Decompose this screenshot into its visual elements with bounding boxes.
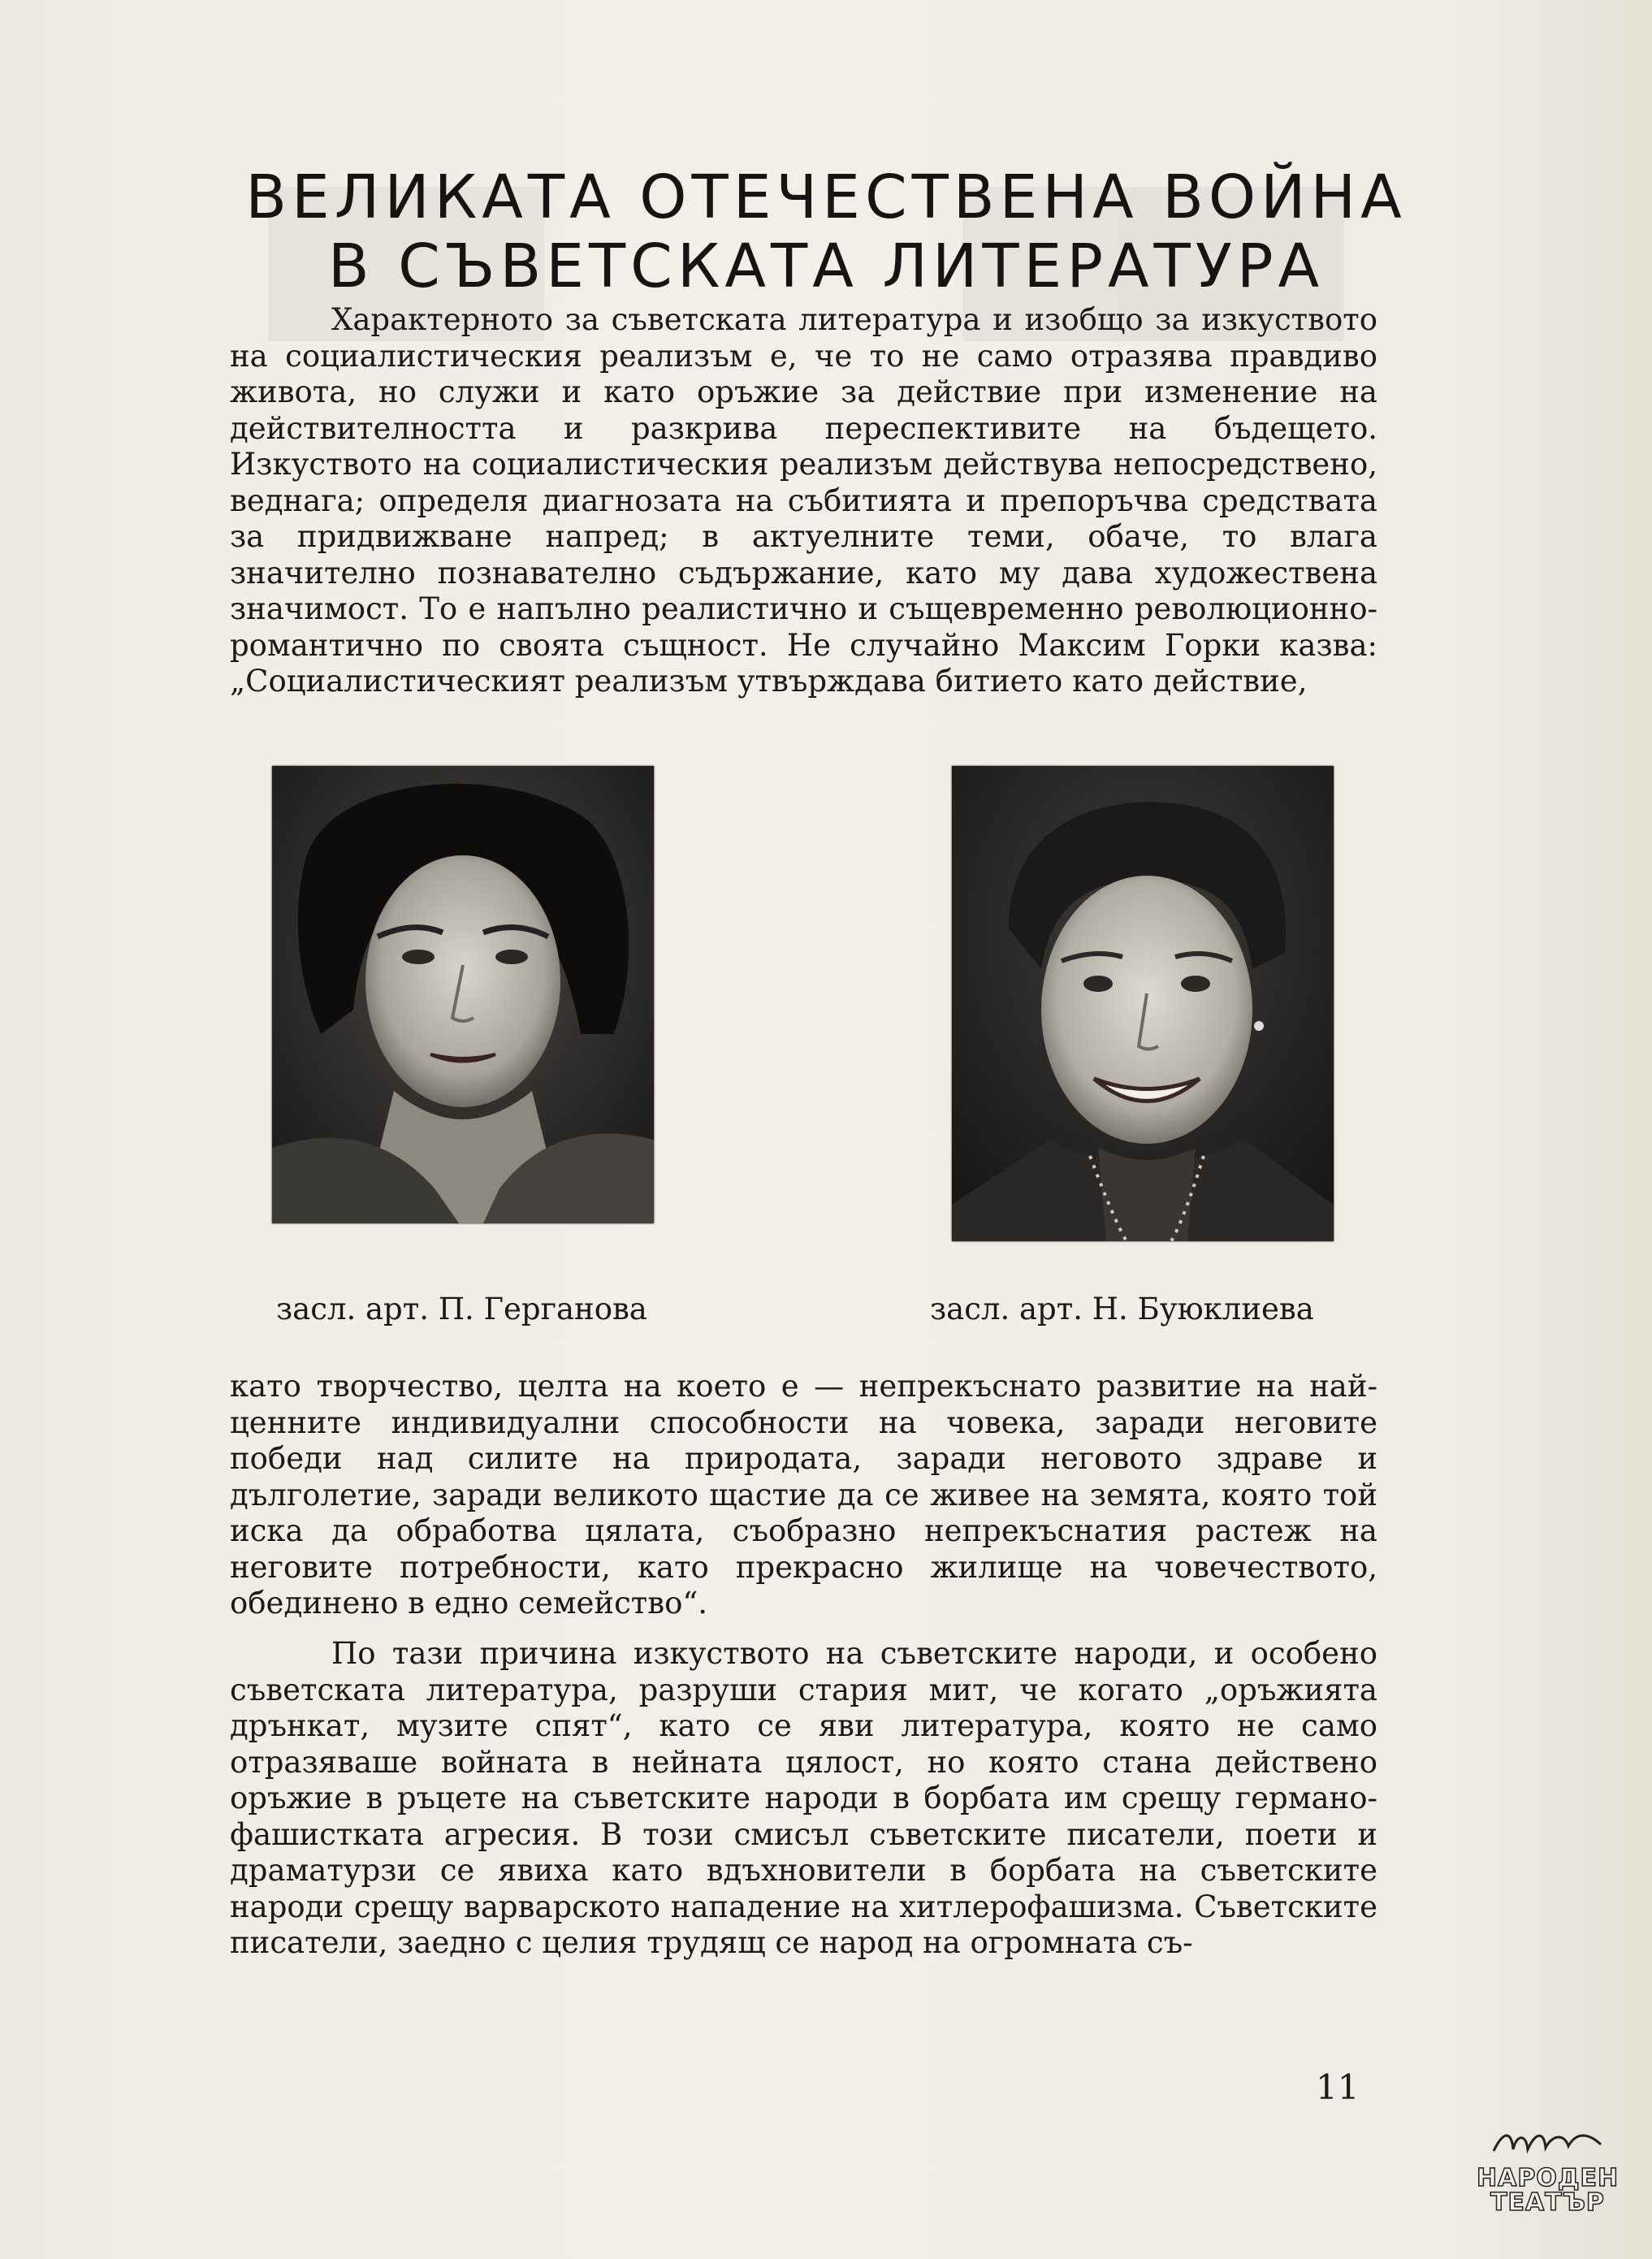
signature-scribble	[1487, 2127, 1609, 2159]
photo-caption-left: засл. арт. П. Герганова	[276, 1292, 647, 1326]
national-theatre-stamp	[1477, 2127, 1619, 2240]
stamp-line-1: НАРОДЕН	[1477, 2164, 1620, 2192]
portrait-photo-gerganova	[272, 766, 654, 1223]
paragraph-intro: Характерното за съветската литература и изобщо за изкуството на социалистическия реализъм е, че то не само отразява правдиво живота, но служи и като оръжие за действие при изменение на действителността и разкрива переспективите на бъдещето. Изкуството на социалистическия реализъм действува непосредствено, веднага; определя диагнозата на събитията и препоръчва средствата за придвижване напред; в актуелните теми, обаче, то влага значително познавателно съдържание, като му дава художествена значимост. То е напълно реалистично и същевременно революционно-романтично по своята същност. Не случайно Максим Горки казва: „Социалистическият реализъм утвърждава битието като действие,	[230, 302, 1377, 699]
portrait-image-right	[952, 766, 1334, 1241]
page-number: 11	[1316, 2067, 1360, 2107]
photo-caption-right: засл. арт. Н. Буюклиева	[930, 1292, 1314, 1326]
portrait-photo-buyuklieva	[952, 766, 1334, 1241]
paragraph-soviet-literature: По тази причина изкуството на съветските народи, и особено съветската литература, разруши стария мит, че когато „оръжията дрънкат, музите спят“, като се яви литература, която не само отразяваше войната в нейната цялост, но която стана действено оръжие в ръцете на съветските народи в борбата им срещу германо-фашистката агресия. В този смисъл съветските писатели, поети и драматурзи се явиха като вдъхновители в борбата на съветските народи срещу варварското нападение на хитлерофашизма. Съветските писатели, заедно с целия трудящ се народ на огромната съ-	[230, 1636, 1377, 1960]
stamp-signature	[1477, 2127, 1619, 2166]
stamp-line-2: ТЕАТЪР	[1490, 2188, 1605, 2217]
article-title-line-2: В СЪВЕТСКАТА ЛИТЕРАТУРА	[327, 232, 1325, 301]
paragraph-gorky-quote-continued: като творчество, целта на което е — непрекъснато развитие на най-ценните индивидуални способности на човека, заради неговите победи над силите на природата, заради неговото здраве и дълголетие, заради великото щастие да се живее на земята, която той иска да обработва цялата, съобразно непрекъснатия растеж на неговите потребности, като прекрасно жилище на човечеството, обединено в едно семейство“.	[230, 1369, 1377, 1621]
portrait-image-left	[272, 766, 654, 1223]
article-title-line-1: ВЕЛИКАТА ОТЕЧЕСТВЕНА ВОЙНА	[245, 162, 1407, 232]
